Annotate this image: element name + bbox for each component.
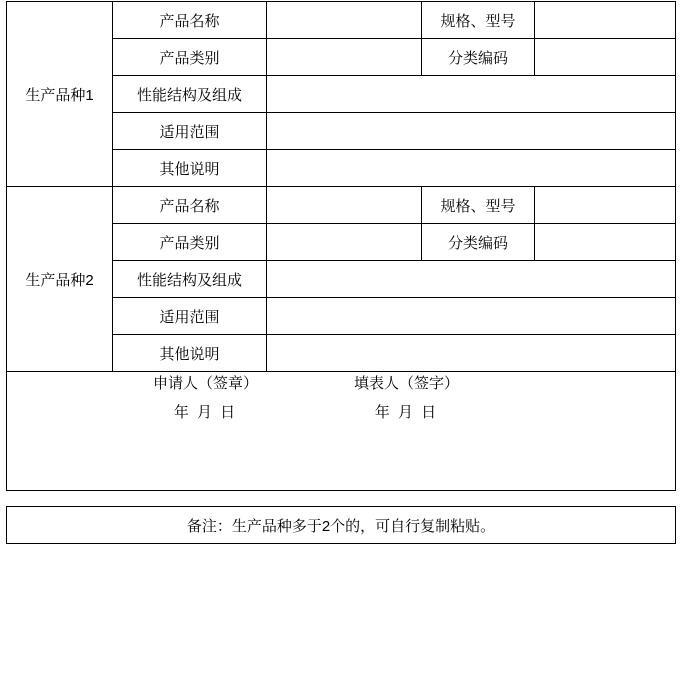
signature-row [13, 372, 669, 422]
field-label-product-category-1: 产品类别 [113, 39, 267, 76]
field-value-structure-composition-1[interactable] [267, 76, 676, 113]
field-label-other-notes-1: 其他说明 [113, 150, 267, 187]
field-value-product-category-1[interactable] [267, 39, 422, 76]
field-label-scope-1: 适用范围 [113, 113, 267, 150]
table-row [7, 507, 676, 544]
table-row [7, 2, 676, 39]
filler-signature-block [354, 372, 459, 422]
note-text: 备注：生产品种多于2个的，可自行复制粘贴。 [7, 507, 676, 544]
field-value-other-notes-2[interactable] [267, 335, 676, 372]
field-label-product-category-2: 产品类别 [113, 224, 267, 261]
field-value-scope-2[interactable] [267, 298, 676, 335]
product-declaration-table [6, 1, 676, 491]
applicant-signature-label: 申请人（签章） [153, 375, 259, 392]
note-table [6, 506, 676, 544]
field-value-product-name-1[interactable] [267, 2, 422, 39]
field-label-other-notes-2: 其他说明 [113, 335, 267, 372]
field-value-scope-1[interactable] [267, 113, 676, 150]
signature-area[interactable] [7, 372, 676, 491]
field-value-product-name-2[interactable] [267, 187, 422, 224]
signature-wrapper [13, 372, 669, 490]
field-label-structure-composition-2: 性能结构及组成 [113, 261, 267, 298]
field-label-product-name-1: 产品名称 [113, 2, 267, 39]
table-row [7, 187, 676, 224]
filler-date-label: 年 月 日 [374, 404, 439, 421]
field-value-classification-code-2[interactable] [535, 224, 676, 261]
field-value-spec-model-2[interactable] [535, 187, 676, 224]
field-label-classification-code-2: 分类编码 [422, 224, 535, 261]
field-value-structure-composition-2[interactable] [267, 261, 676, 298]
field-label-product-name-2: 产品名称 [113, 187, 267, 224]
group-label-1: 生产品种1 [7, 2, 113, 187]
table-note-spacer [0, 491, 681, 505]
field-label-scope-2: 适用范围 [113, 298, 267, 335]
applicant-date-label: 年 月 日 [173, 404, 238, 421]
field-label-spec-model-1: 规格、型号 [422, 2, 535, 39]
field-label-spec-model-2: 规格、型号 [422, 187, 535, 224]
table-row [7, 372, 676, 491]
field-value-product-category-2[interactable] [267, 224, 422, 261]
field-label-structure-composition-1: 性能结构及组成 [113, 76, 267, 113]
field-value-other-notes-1[interactable] [267, 150, 676, 187]
group-label-2: 生产品种2 [7, 187, 113, 372]
field-value-classification-code-1[interactable] [535, 39, 676, 76]
field-label-classification-code-1: 分类编码 [422, 39, 535, 76]
filler-signature-label: 填表人（签字） [354, 375, 460, 392]
field-value-spec-model-1[interactable] [535, 2, 676, 39]
applicant-signature-block [153, 372, 258, 422]
